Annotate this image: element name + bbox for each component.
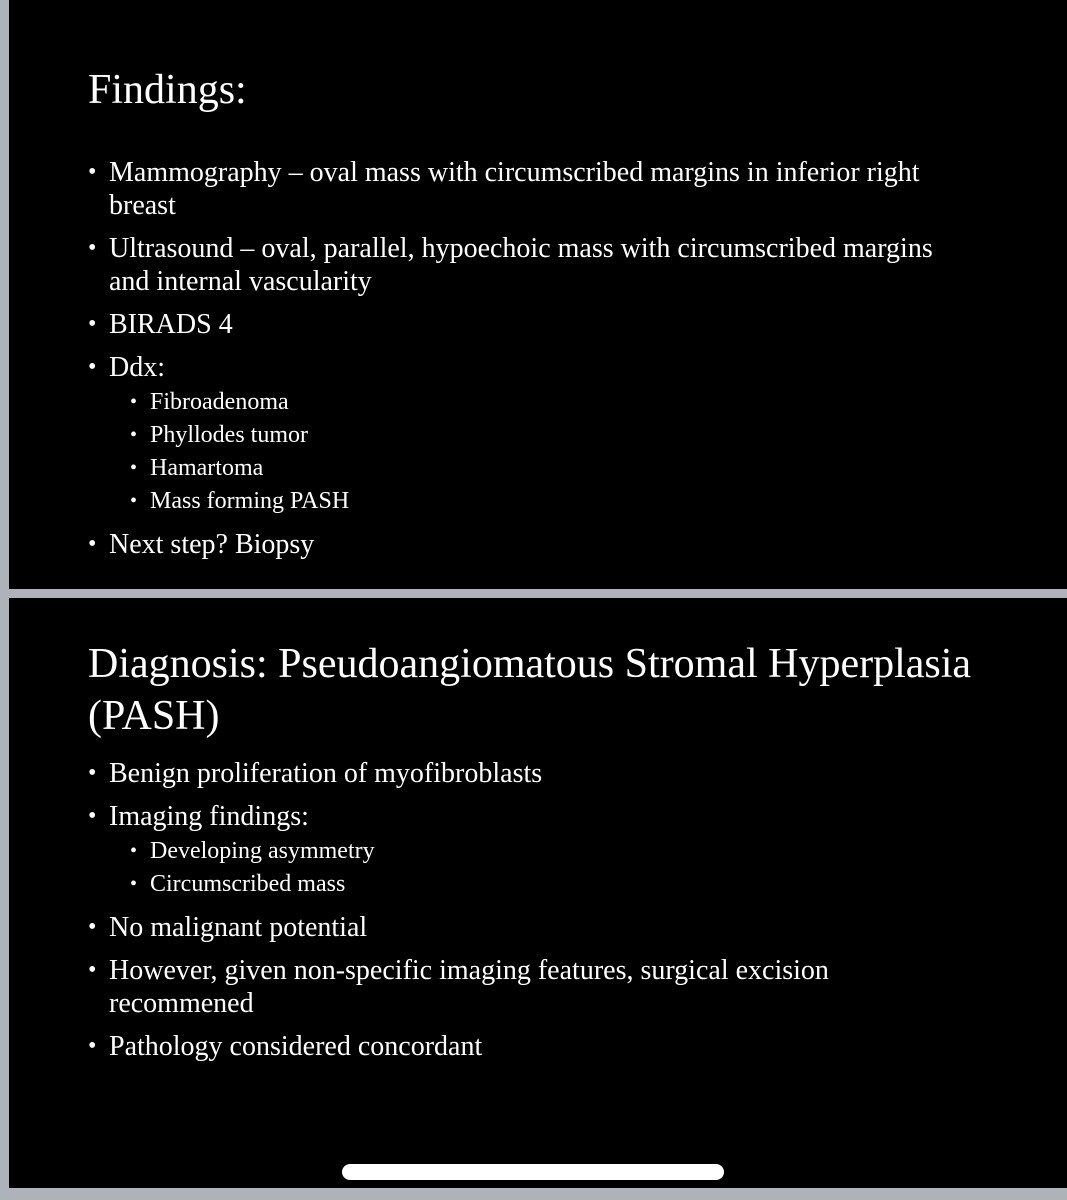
sub-bullet-list: [109, 835, 968, 901]
bullet-text: However, given non-specific imaging features, surgical excision recommened: [109, 955, 829, 1019]
bullet-text: Benign proliferation of myofibroblasts: [109, 758, 543, 789]
bullet-list: [88, 757, 968, 1073]
sub-list-item: [130, 868, 968, 901]
bullet-text: Mammography – oval mass with circumscribed margins in inferior right breast: [109, 157, 920, 221]
bullet-text: Next step? Biopsy: [109, 529, 315, 560]
bullet-icon: •: [130, 873, 138, 895]
sub-bullet-text: Hamartoma: [150, 455, 264, 481]
list-item: [88, 156, 968, 222]
bullet-icon: •: [88, 914, 97, 940]
bullet-icon: •: [130, 391, 138, 413]
sub-bullet-text: Developing asymmetry: [150, 838, 375, 864]
sub-bullet-text: Mass forming PASH: [150, 488, 350, 514]
sub-list-item: [130, 386, 968, 419]
list-item: [88, 911, 968, 944]
list-item: [88, 954, 968, 1020]
slide-diagnosis: [9, 598, 1067, 1188]
bullet-text: Ddx:: [109, 352, 165, 383]
list-item: [88, 232, 968, 298]
bullet-icon: •: [130, 424, 138, 446]
sub-list-item: [130, 419, 968, 452]
sub-list-item: [130, 452, 968, 485]
sub-bullet-list: [109, 386, 968, 518]
bullet-icon: •: [88, 159, 97, 185]
bullet-icon: •: [130, 457, 138, 479]
bullet-list: [88, 156, 968, 571]
bullet-text: Pathology considered concordant: [109, 1031, 483, 1062]
bullet-text: No malignant potential: [109, 912, 368, 943]
bullet-icon: •: [88, 1033, 97, 1059]
sub-bullet-text: Circumscribed mass: [150, 871, 346, 897]
home-indicator[interactable]: [342, 1164, 724, 1180]
sub-list-item: [130, 485, 968, 518]
bullet-icon: •: [130, 490, 138, 512]
list-item: [88, 308, 968, 341]
slide-title: Findings:: [88, 67, 247, 113]
slide-title: Diagnosis: Pseudoangiomatous Stromal Hyperplasia (PASH): [88, 641, 972, 739]
bullet-text: Ultrasound – oval, parallel, hypoechoic mass with circumscribed margins and internal vascularity: [109, 233, 933, 297]
sub-bullet-text: Fibroadenoma: [150, 389, 289, 415]
bullet-icon: •: [88, 531, 97, 557]
bullet-icon: •: [88, 235, 97, 261]
bullet-text: BIRADS 4: [109, 309, 233, 340]
list-item: [88, 757, 968, 790]
bullet-icon: •: [130, 840, 138, 862]
bullet-icon: •: [88, 760, 97, 786]
list-item: [88, 528, 968, 561]
sub-list-item: [130, 835, 968, 868]
list-item: [88, 351, 968, 518]
bullet-icon: •: [88, 803, 97, 829]
slide-findings: [9, 0, 1067, 589]
sub-bullet-text: Phyllodes tumor: [150, 422, 309, 448]
bullet-icon: •: [88, 311, 97, 337]
bullet-icon: •: [88, 957, 97, 983]
list-item: [88, 1030, 968, 1063]
list-item: [88, 800, 968, 901]
bullet-icon: •: [88, 354, 97, 380]
bullet-text: Imaging findings:: [109, 801, 309, 832]
